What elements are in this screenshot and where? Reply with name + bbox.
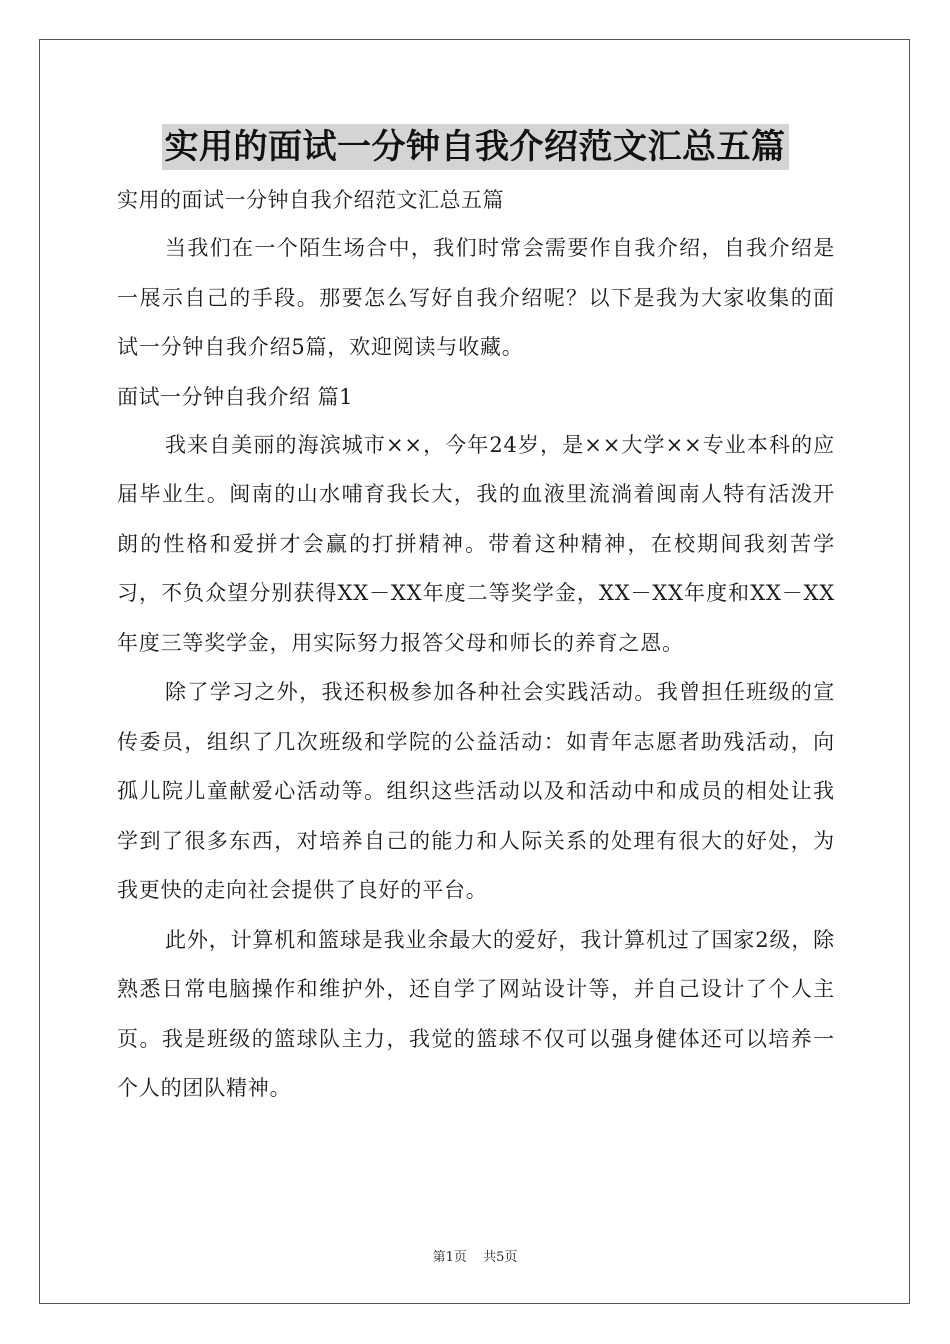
body-paragraph-2: 除了学习之外，我还积极参加各种社会实践活动。我曾担任班级的宣传委员，组织了几次班级和学院的公益活动：如青年志愿者助残活动，向孤儿院儿童献爱心活动等。组织这些活动以及和活动中和成员的相处让我学到了很多东西，对培养自己的能力和人际关系的处理有很大的好处，为我更快的走向社会提供了良好的平台。 <box>117 680 835 902</box>
page-total: 共5页 <box>483 1250 518 1265</box>
intro-paragraph: 当我们在一个陌生场合中，我们时常会需要作自我介绍，自我介绍是一展示自己的手段。那要怎么写好自我介绍呢？以下是我为大家收集的面试一分钟自我介绍5篇，欢迎阅读与收藏。 <box>117 236 835 359</box>
page-number: 第1页 <box>432 1250 467 1265</box>
document-subtitle: 实用的面试一分钟自我介绍范文汇总五篇 <box>117 188 504 212</box>
body-paragraph-1: 我来自美丽的海滨城市××，今年24岁，是××大学××专业本科的应届毕业生。闽南的山水哺育我长大，我的血液里流淌着闽南人特有活泼开朗的性格和爱拼才会赢的打拼精神。带着这种精神，在校期间我刻苦学习，不负众望分别获得XX－XX年度二等奖学金，XX－XX年度和XX－XX年度三等奖学金，用实际努力报答父母和师长的养育之恩。 <box>117 432 835 655</box>
body-paragraph-3: 此外，计算机和篮球是我业余最大的爱好，我计算机过了国家2级，除熟悉日常电脑操作和维护外，还自学了网站设计等，并自己设计了个人主页。我是班级的篮球队主力，我觉的篮球不仅可以强身健体还可以培养一个人的团队精神。 <box>117 927 835 1100</box>
document-body <box>117 176 835 1114</box>
title-container <box>0 124 950 170</box>
document-title: 实用的面试一分钟自我介绍范文汇总五篇 <box>162 124 789 170</box>
section-heading: 面试一分钟自我介绍 篇1 <box>117 384 354 409</box>
page-footer <box>0 1246 950 1265</box>
